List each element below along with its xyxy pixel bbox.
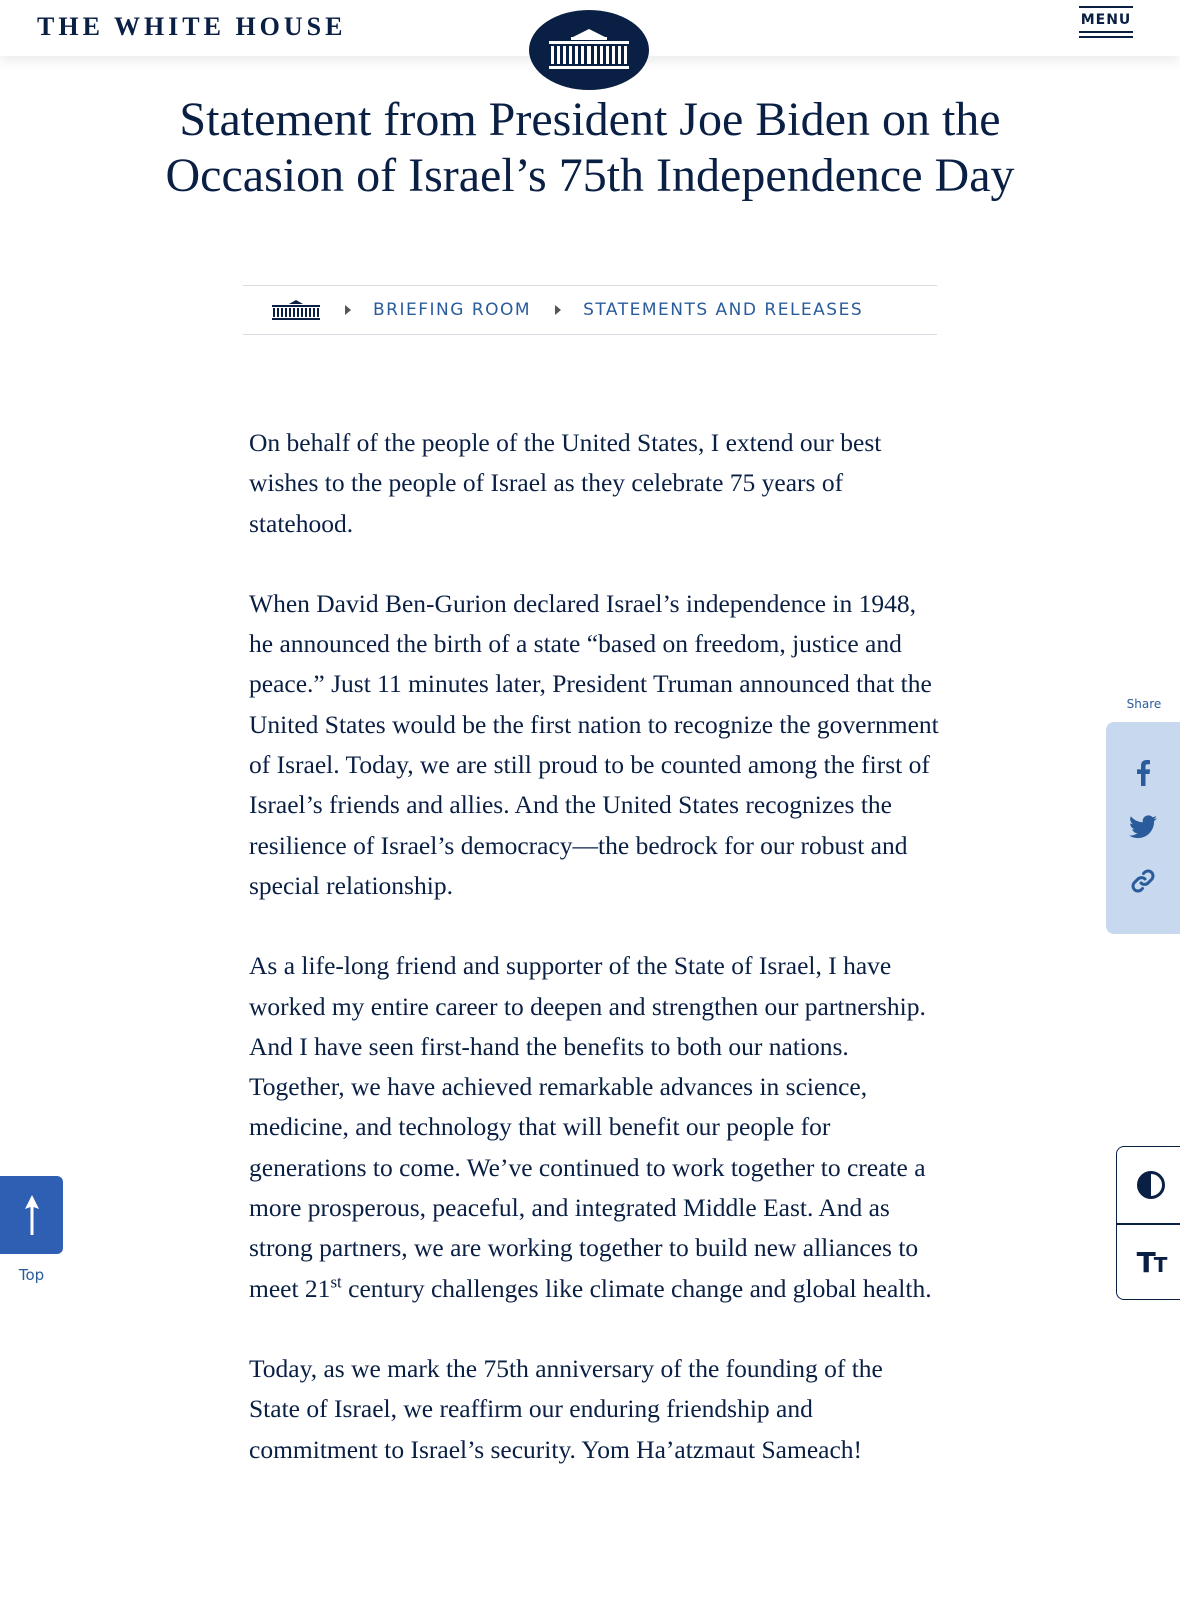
share-label: Share: [1126, 697, 1162, 711]
twitter-share-button[interactable]: [1126, 810, 1160, 844]
accessibility-panel: [1116, 1146, 1180, 1300]
arrow-up-icon: [22, 1193, 42, 1237]
copy-link-button[interactable]: [1126, 864, 1160, 898]
article-paragraph: When David Ben-Gurion declared Israel’s independence in 1948, he announced the birth of a state “based on freedom, justice and peace.” Just 11 minutes later, President Truman announced that the United States would be the first nation to recognize the government of Israel. Today, we are still proud to be counted among the first of Israel’s friends and allies. And the United States recognizes the resilience of Israel’s democracy—the bedrock for our robust and special relationship.: [249, 588, 939, 900]
breadcrumb-separator-icon: [345, 305, 351, 315]
menu-label: MENU: [1080, 12, 1132, 28]
white-house-seal-icon[interactable]: [529, 10, 649, 90]
text-size-icon: [1137, 1246, 1166, 1279]
page-title: Statement from President Joe Biden on the Occasion of Israel’s 75th Independence Day: [165, 93, 1015, 202]
breadcrumb-briefing-room[interactable]: BRIEFING ROOM: [373, 300, 532, 320]
article-body: [249, 423, 939, 1510]
menu-bar-middle: [1079, 31, 1133, 33]
contrast-toggle-button[interactable]: [1117, 1147, 1180, 1222]
text-size-button[interactable]: [1117, 1225, 1180, 1300]
contrast-icon: [1136, 1170, 1166, 1200]
link-icon: [1129, 867, 1157, 895]
twitter-icon: [1129, 815, 1157, 839]
breadcrumb: [243, 285, 937, 335]
white-house-icon: [271, 299, 321, 321]
paragraph-text: century challenges like climate change and global health.: [341, 1273, 932, 1303]
ordinal-suffix: st: [330, 1272, 342, 1292]
text-size-large-t: T: [1136, 1246, 1154, 1279]
menu-bar-bottom: [1079, 36, 1133, 38]
article-paragraph: Today, as we mark the 75th anniversary of the founding of the State of Israel, we reaffirm our enduring friendship and commitment to Israel’s security. Yom Ha’atzmaut Sameach!: [249, 1353, 883, 1464]
article-paragraph: On behalf of the people of the United States, I extend our best wishes to the people of Israel as they celebrate 75 years of statehood.: [249, 428, 882, 538]
site-title[interactable]: THE WHITE HOUSE: [37, 12, 347, 41]
breadcrumb-home[interactable]: [271, 299, 321, 321]
menu-bar-top: [1079, 6, 1133, 8]
menu-button[interactable]: [1079, 6, 1133, 46]
share-panel: [1106, 722, 1180, 934]
breadcrumb-separator-icon: [555, 305, 561, 315]
back-to-top-button[interactable]: [0, 1176, 63, 1254]
breadcrumb-statements-and-releases[interactable]: STATEMENTS AND RELEASES: [583, 300, 864, 320]
facebook-icon: [1135, 760, 1151, 786]
paragraph-text: As a life-long friend and supporter of the State of Israel, I have worked my entire career to deepen and strengthen our partnership. And I have seen first-hand the benefits to both our nations. Together, we have achieved remarkable advances in science, medicine, and technology that will benefit our people for generations to come. We’ve continued to work together to create a more prosperous, peaceful, and integrated Middle East. And as strong partners, we are working together to build new alliances to meet 21: [249, 951, 926, 1303]
back-to-top-label[interactable]: Top: [18, 1266, 45, 1284]
facebook-share-button[interactable]: [1126, 756, 1160, 790]
text-size-small-t: T: [1153, 1253, 1166, 1277]
article-paragraph: [249, 946, 939, 1309]
